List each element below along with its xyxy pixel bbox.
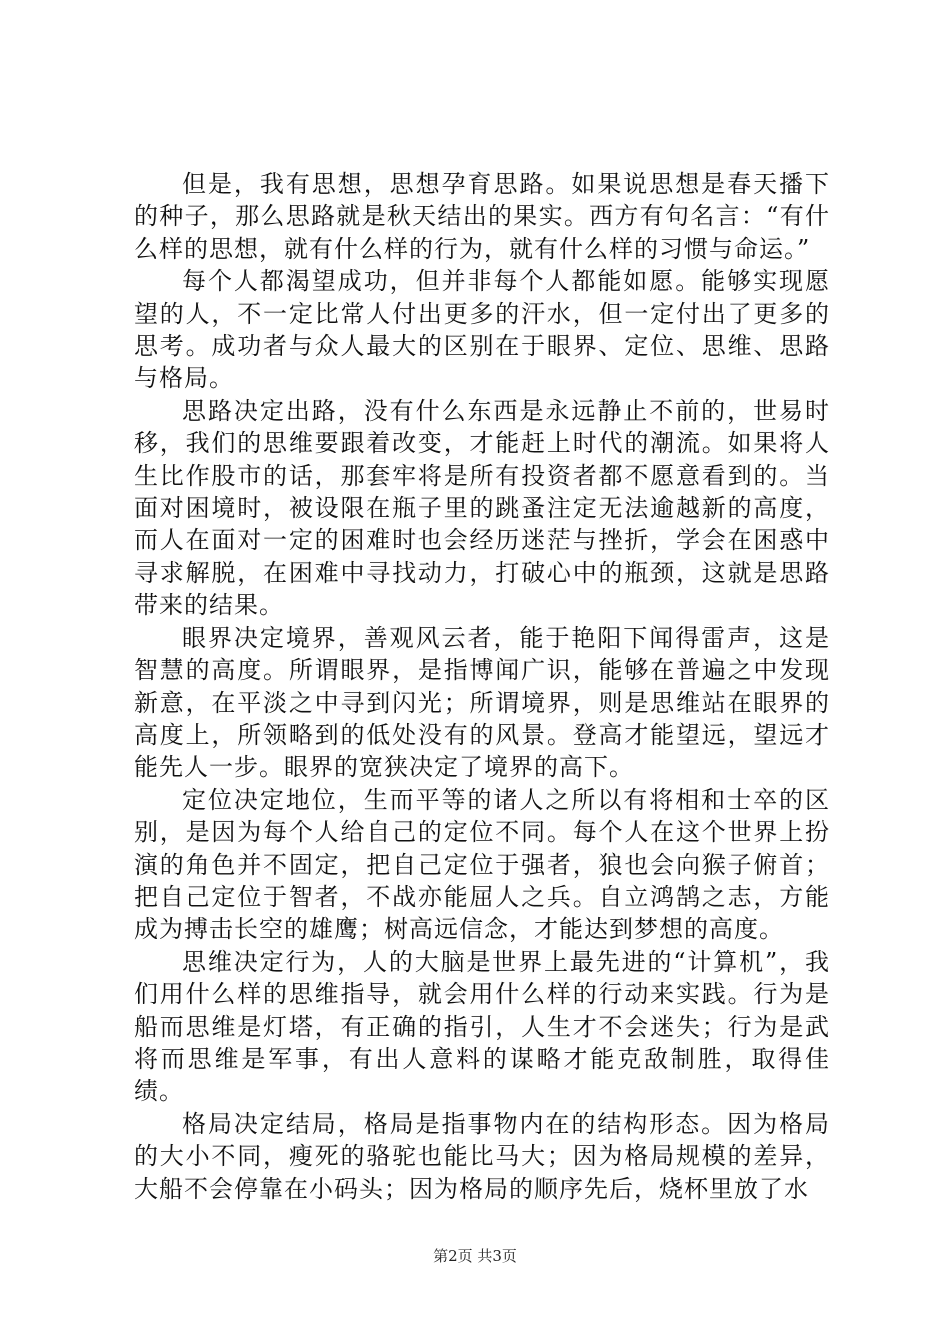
paragraph-1: 但是，我有思想，思想孕育思路。如果说思想是春天播下的种子，那么思路就是秋天结出的果实。西方有句名言：“有什么样的思想，就有什么样的行为，就有什么样的习惯与命运。” xyxy=(134,170,830,263)
paragraph-2: 每个人都渴望成功，但并非每个人都能如愿。能够实现愿望的人，不一定比常人付出更多的汗水，但一定付出了更多的思考。成功者与众人最大的区别在于眼界、定位、思维、思路与格局。 xyxy=(134,267,830,393)
page-number-footer: 第2页 共3页 xyxy=(433,1247,517,1265)
paragraph-5: 定位决定地位，生而平等的诸人之所以有将相和士卒的区别，是因为每个人给自己的定位不同。每个人在这个世界上扮演的角色并不固定，把自己定位于强者，狼也会向猴子俯首；把自己定位于智者，不战亦能屈人之兵。自立鸿鹄之志，方能成为搏击长空的雄鹰；树高远信念，才能达到梦想的高度。 xyxy=(134,785,830,944)
paragraph-7: 格局决定结局，格局是指事物内在的结构形态。因为格局的大小不同，瘦死的骆驼也能比马大；因为格局规模的差异，大船不会停靠在小码头；因为格局的顺序先后，烧杯里放了水 xyxy=(134,1109,830,1203)
paragraph-3: 思路决定出路，没有什么东西是永远静止不前的，世易时移，我们的思维要跟着改变，才能赶上时代的潮流。如果将人生比作股市的话，那套牢将是所有投资者都不愿意看到的。当面对困境时，被设限在瓶子里的跳蚤注定无法逾越新的高度，而人在面对一定的困难时也会经历迷茫与挫折，学会在困惑中寻求解脱，在困难中寻找动力，打破心中的瓶颈，这就是思路带来的结果。 xyxy=(134,396,830,620)
paragraph-4: 眼界决定境界，善观风云者，能于艳阳下闻得雷声，这是智慧的高度。所谓眼界，是指博闻广识，能够在普遍之中发现新意，在平淡之中寻到闪光；所谓境界，则是思维站在眼界的高度上，所领略到的低处没有的风景。登高才能望远，望远才能先人一步。眼界的宽狭决定了境界的高下。 xyxy=(134,623,830,782)
paragraph-6: 思维决定行为，人的大脑是世界上最先进的“计算机”，我们用什么样的思维指导，就会用什么样的行动来实践。行为是船而思维是灯塔，有正确的指引，人生才不会迷失；行为是武将而思维是军事，有出人意料的谋略才能克敌制胜，取得佳绩。 xyxy=(134,947,830,1106)
document-body xyxy=(134,168,830,1205)
